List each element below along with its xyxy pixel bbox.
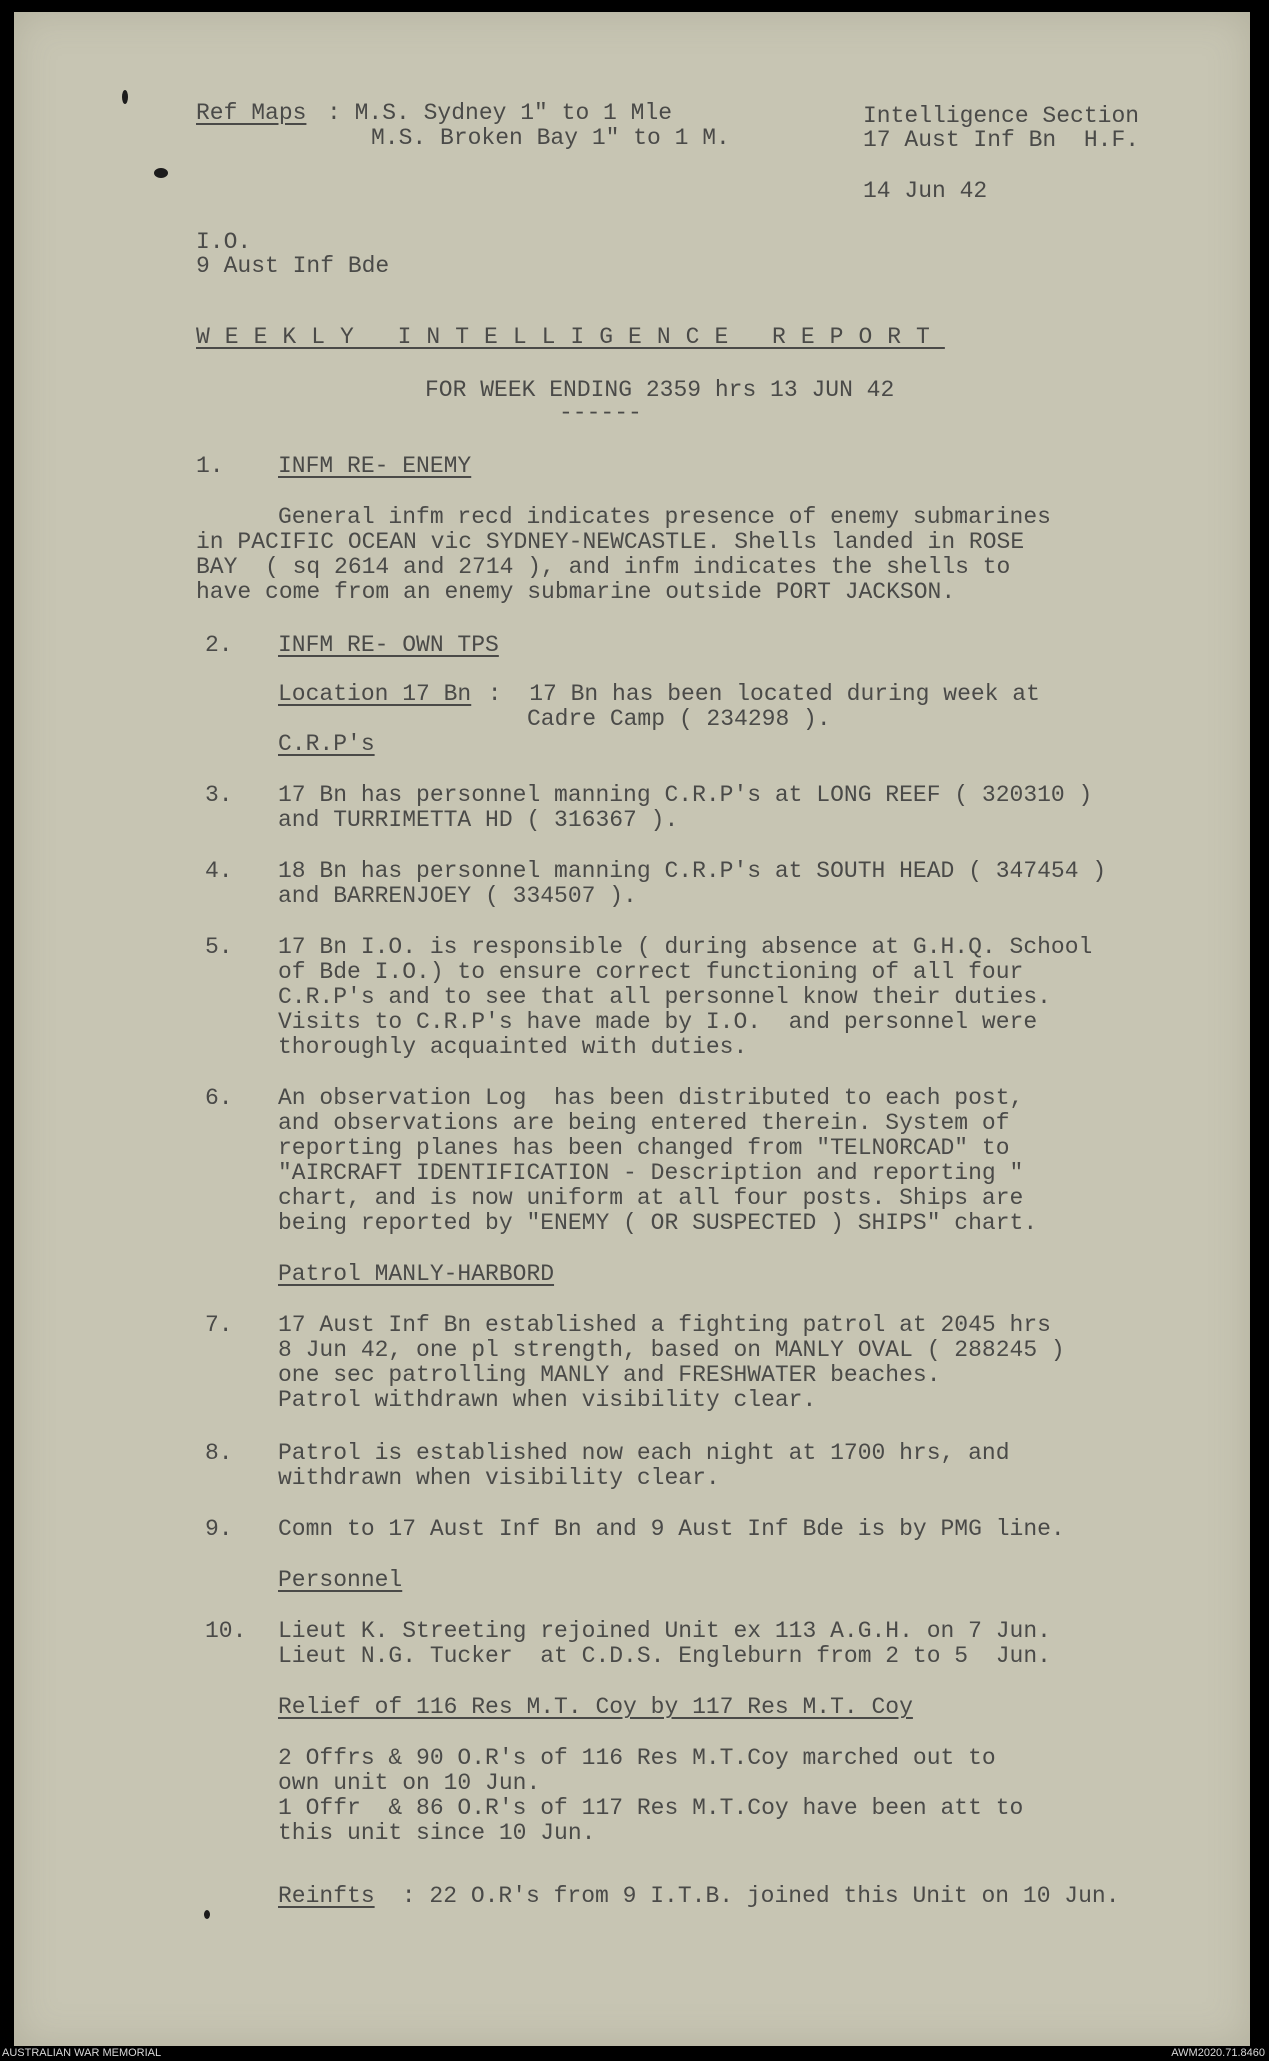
ink-speck (154, 168, 168, 178)
para-line: Patrol is established now each night at 1700 hrs, and (278, 1440, 1010, 1466)
para-line: 17 Bn I.O. is responsible ( during absence at G.H.Q. School (278, 934, 1093, 960)
para-line: and TURRIMETTA HD ( 316367 ). (278, 807, 679, 833)
para-number: 1. (196, 453, 224, 479)
para-line: 17 Bn has personnel manning C.R.P's at LONG REEF ( 320310 ) (278, 782, 1093, 808)
para-line: Lieut K. Streeting rejoined Unit ex 113 A.G.H. on 7 Jun. (278, 1618, 1051, 1644)
para-line: Lieut N.G. Tucker at C.D.S. Engleburn from 2 to 5 Jun. (278, 1643, 1051, 1669)
para-line: have come from an enemy submarine outside PORT JACKSON. (196, 579, 956, 605)
sub-heading: Personnel (278, 1567, 403, 1593)
subtitle-rule: ------ (559, 400, 642, 426)
para-line: C.R.P's and to see that all personnel know their duties. (278, 984, 1051, 1010)
location-label: Location 17 Bn (278, 681, 472, 707)
sub-heading: Relief of 116 Res M.T. Coy by 117 Res M.T. Coy (278, 1694, 913, 1720)
ink-speck (122, 90, 128, 104)
para-line: thoroughly acquainted with duties. (278, 1034, 748, 1060)
footer-credit: AUSTRALIAN WAR MEMORIAL (2, 2047, 162, 2059)
para-number: 5. (205, 934, 233, 960)
para-line: 18 Bn has personnel manning C.R.P's at SOUTH HEAD ( 347454 ) (278, 858, 1107, 884)
para-line: withdrawn when visibility clear. (278, 1465, 720, 1491)
para-number: 7. (205, 1312, 233, 1338)
para-line: 8 Jun 42, one pl strength, based on MANLY OVAL ( 288245 ) (278, 1337, 1065, 1363)
para-number: 2. (205, 632, 233, 658)
para-line: An observation Log has been distributed to each post, (278, 1085, 1024, 1111)
addressee-line1: I.O. (196, 229, 252, 255)
para-line: chart, and is now uniform at all four posts. Ships are (278, 1185, 1024, 1211)
report-date: 14 Jun 42 (863, 178, 988, 204)
sub-heading: C.R.P's (278, 731, 375, 757)
para-line: reporting planes has been changed from "TELNORCAD" to (278, 1135, 1010, 1161)
reinfts-label: Reinfts (278, 1883, 375, 1909)
para-line: and observations are being entered therein. System of (278, 1110, 1010, 1136)
para-number: 10. (205, 1618, 247, 1644)
para-line: one sec patrolling MANLY and FRESHWATER beaches. (278, 1362, 941, 1388)
para-line: Patrol withdrawn when visibility clear. (278, 1387, 817, 1413)
para-line: BAY ( sq 2614 and 2714 ), and infm indicates the shells to (196, 554, 1011, 580)
para-line: General infm recd indicates presence of enemy submarines (278, 504, 1051, 530)
section-name: Intelligence Section (863, 103, 1140, 129)
para-line: Visits to C.R.P's have made by I.O. and personnel were (278, 1009, 1038, 1035)
para-number: 3. (205, 782, 233, 808)
para-line: : 17 Bn has been located during week at (474, 681, 1040, 707)
para-line: being reported by "ENEMY ( OR SUSPECTED ) SHIPS" chart. (278, 1210, 1038, 1236)
para-line: 17 Aust Inf Bn established a fighting patrol at 2045 hrs (278, 1312, 1051, 1338)
para-line: own unit on 10 Jun. (278, 1770, 541, 1796)
para-number: 6. (205, 1085, 233, 1111)
report-title: WEEKLY INTELLIGENCE REPORT (196, 324, 945, 350)
para-line: 2 Offrs & 90 O.R's of 116 Res M.T.Coy marched out to (278, 1745, 996, 1771)
report-subtitle: FOR WEEK ENDING 2359 hrs 13 JUN 42 (425, 377, 895, 403)
ref-maps-line1: : M.S. Sydney 1" to 1 Mle (327, 100, 673, 126)
para-number: 9. (205, 1516, 233, 1542)
ref-maps-line2: M.S. Broken Bay 1" to 1 M. (371, 125, 730, 151)
addressee-line2: 9 Aust Inf Bde (196, 253, 390, 279)
para-line: Comn to 17 Aust Inf Bn and 9 Aust Inf Bde is by PMG line. (278, 1516, 1065, 1542)
para-line: this unit since 10 Jun. (278, 1820, 596, 1846)
section-heading: INFM RE- OWN TPS (278, 632, 499, 658)
para-number: 4. (205, 858, 233, 884)
para-line: Cadre Camp ( 234298 ). (527, 706, 831, 732)
section-heading: INFM RE- ENEMY (278, 453, 472, 479)
sub-heading: Patrol MANLY-HARBORD (278, 1261, 555, 1287)
ref-maps-label: Ref Maps (196, 100, 307, 126)
para-line: : 22 O.R's from 9 I.T.B. joined this Unit on 10 Jun. (388, 1883, 1120, 1909)
para-line: 1 Offr & 86 O.R's of 117 Res M.T.Coy have been att to (278, 1795, 1024, 1821)
para-line: in PACIFIC OCEAN vic SYDNEY-NEWCASTLE. Shells landed in ROSE (196, 529, 1025, 555)
para-line: of Bde I.O.) to ensure correct functioning of all four (278, 959, 1024, 985)
para-number: 8. (205, 1440, 233, 1466)
para-line: and BARRENJOEY ( 334507 ). (278, 883, 637, 909)
ink-speck (204, 1910, 210, 1919)
footer-accession: AWM2020.71.8460 (1171, 2047, 1265, 2059)
unit-name: 17 Aust Inf Bn H.F. (863, 127, 1140, 153)
document-page (14, 12, 1250, 2046)
para-line: "AIRCRAFT IDENTIFICATION - Description and reporting " (278, 1160, 1024, 1186)
